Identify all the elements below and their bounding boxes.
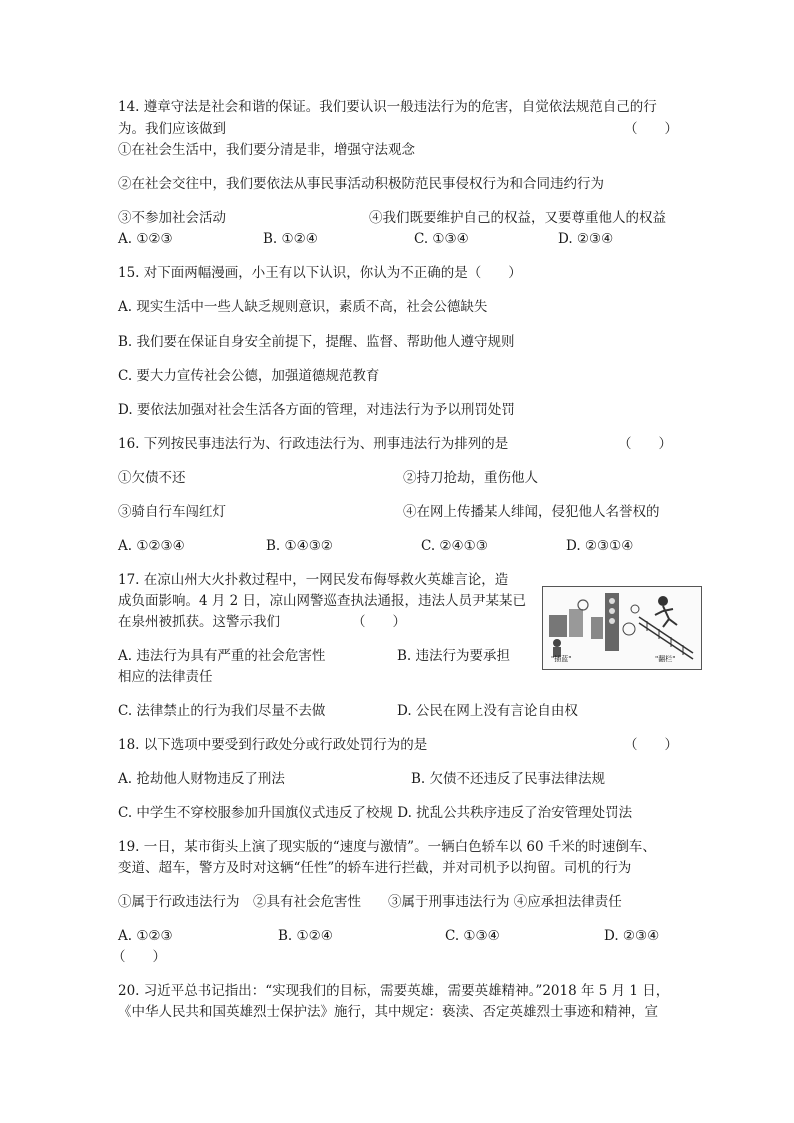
q18-stem: 18. 以下选项中要受到行政处分或行政处罚行为的是 [118, 737, 428, 753]
q16-statement-1: ①欠债不还 [118, 470, 186, 486]
q16-option-c: C. ②④①③ [421, 538, 488, 554]
q14-stem-line2: 为。我们应该做到 [118, 121, 226, 137]
q16-option-d: D. ②③①④ [566, 538, 634, 554]
cartoon-building-left-2 [569, 609, 583, 637]
q19-statements: ①属于行政违法行为 ②具有社会危害性 ③属于刑事违法行为 ④应承担法律责任 [118, 894, 622, 910]
q15-option-a: A. 现实生活中一些人缺乏规则意识，素质不高，社会公德缺失 [118, 299, 488, 315]
cartoon-wheel [623, 623, 635, 635]
q20-stem-line1: 20. 习近平总书记指出：“实现我们的目标，需要英雄，需要英雄精神。”2018 年 5 月 1 日， [118, 983, 670, 999]
q17-stem-line2: 成负面影响。4 月 2 日，凉山网警巡查执法通报，违法人员尹某某已 [118, 593, 527, 609]
q16-statement-4: ④在网上传播某人绯闻，侵犯他人名誉权的 [403, 504, 660, 520]
q14-statement-1: ①在社会生活中，我们要分清是非，增强守法观念 [118, 142, 415, 158]
cartoon-ball [578, 600, 588, 610]
q14-option-c: C. ①③④ [414, 231, 469, 247]
q18-option-a: A. 抢劫他人财物违反了刑法 [118, 771, 285, 787]
q18-option-b: B. 欠债不还违反了民事法律法规 [411, 771, 606, 787]
q14-option-d: D. ②③④ [558, 231, 614, 247]
cartoon-cyclist-head [631, 605, 639, 613]
cartoon-light-1 [609, 598, 615, 604]
q16-stem: 16. 下列按民事违法行为、行政违法行为、刑事违法行为排列的是 [118, 436, 509, 452]
q19-answer-paren: （ ） [112, 949, 166, 965]
q14-stem-line1: 14. 遵章守法是社会和谐的保证。我们要认识一般违法行为的危害，自觉依法规范自己的行 [118, 99, 657, 115]
cartoon-figure-head [553, 639, 561, 647]
q19-option-a: A. ①②③ [118, 928, 173, 944]
q15-option-d: D. 要依法加强对社会生活各方面的管理，对违法行为予以刑罚处罚 [118, 402, 515, 418]
q14-statement-2: ②在社会交往中，我们要依法从事民事活动积极防范民事侵权行为和合同违约行为 [118, 176, 604, 192]
q19-option-b: B. ①②④ [278, 928, 333, 944]
q14-answer-paren: （ ） [624, 121, 678, 137]
q19-option-d: D. ②③④ [604, 928, 660, 944]
q16-option-a: A. ①②③④ [118, 538, 185, 554]
q17-stem-line3: 在泉州被抓获。这警示我们 [118, 614, 280, 630]
cartoon-light-2 [609, 608, 615, 614]
cartoon-jumper-body [655, 606, 677, 627]
q18-option-cd: C. 中学生不穿校服参加升国旗仪式违反了校规 D. 扰乱公共秩序违反了治安管理处罚法 [118, 805, 633, 821]
q16-answer-paren: （ ） [618, 436, 672, 452]
q15-option-b: B. 我们要在保证自身安全前提下，提醒、监督、帮助他人遵守规则 [118, 334, 515, 350]
cartoon-label-left: "插蓝" [551, 655, 572, 663]
cartoon-light-3 [609, 618, 615, 624]
q14-statement-4: ④我们既要维护自己的权益，又要尊重他人的权益 [369, 210, 666, 226]
q19-stem-line2: 变道、超车，警方及时对这辆“任性”的轿车进行拦截，并对司机予以拘留。司机的行为 [118, 860, 632, 876]
q17-answer-paren: （ ） [352, 614, 406, 630]
q18-answer-paren: （ ） [624, 737, 678, 753]
cartoon-label-right: "翻栏" [655, 655, 676, 663]
q17-option-b-cont: 相应的法律责任 [118, 669, 213, 685]
q17-option-a: A. 违法行为具有严重的社会危害性 [118, 648, 326, 664]
q17-option-c: C. 法律禁止的行为我们尽量不去做 [118, 703, 326, 719]
cartoon-signboard [591, 617, 603, 639]
q19-stem-line1: 19. 一日，某市街头上演了现实版的“速度与激情”。一辆白色轿车以 60 千米的时速倒车、 [118, 839, 656, 855]
q17-cartoon-image [542, 586, 702, 670]
q14-option-b: B. ①②④ [263, 231, 318, 247]
q14-statement-3: ③不参加社会活动 [118, 210, 226, 226]
q17-option-b: B. 违法行为要承担 [397, 648, 511, 664]
q17-option-d: D. 公民在网上没有言论自由权 [397, 703, 578, 719]
q14-option-a: A. ①②③ [118, 231, 173, 247]
q16-option-b: B. ①④③② [266, 538, 333, 554]
cartoon-jumper-head [658, 596, 668, 606]
q15-option-c: C. 要大力宣传社会公德，加强道德规范教育 [118, 368, 380, 384]
q20-stem-line2: 《中华人民共和国英雄烈士保护法》施行，其中规定：亵渎、否定英雄烈士事迹和精神，宣 [118, 1004, 658, 1020]
q16-statement-2: ②持刀抢劫，重伤他人 [403, 470, 538, 486]
q19-option-c: C. ①③④ [445, 928, 500, 944]
q16-statement-3: ③骑自行车闯红灯 [118, 504, 226, 520]
q17-stem-line1: 17. 在凉山州大火扑救过程中，一网民发布侮辱救火英雄言论，造 [118, 572, 509, 588]
cartoon-building-left [549, 615, 567, 637]
q15-stem: 15. 对下面两幅漫画，小王有以下认识，你认为不正确的是（ ） [118, 265, 522, 281]
